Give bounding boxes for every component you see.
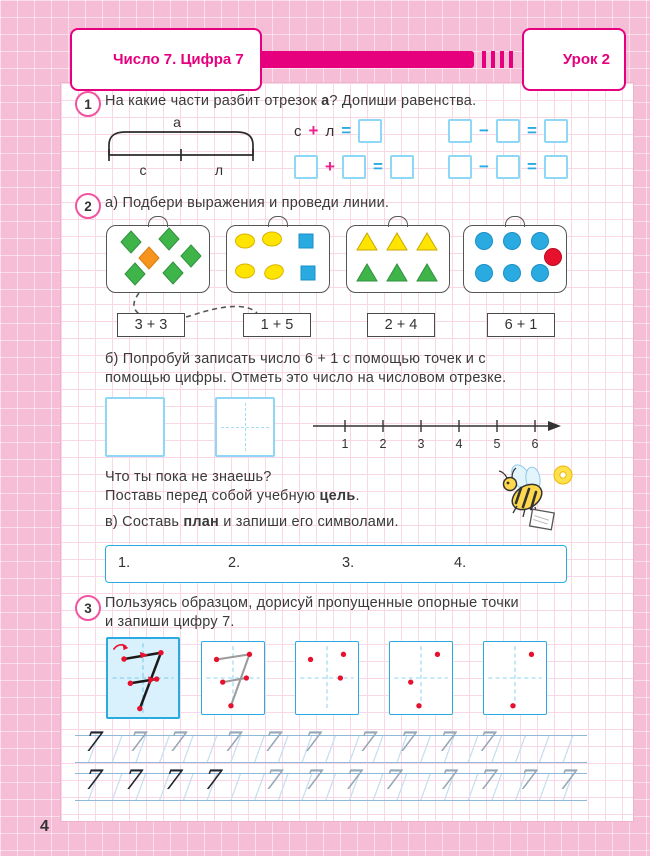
tick-label-2: 2 <box>379 437 387 451</box>
practice-row-2[interactable] <box>75 765 587 801</box>
equation-letter-a: с <box>294 122 302 140</box>
tick-label-5: 5 <box>493 437 501 451</box>
task1-prompt-tail: ? Допиши равенства. <box>329 93 477 109</box>
page-header <box>70 44 626 74</box>
answer-box[interactable] <box>544 155 568 179</box>
minus-sign: − <box>479 157 489 176</box>
task1-prompt-bold: а <box>321 93 330 109</box>
guide-hline <box>221 427 269 428</box>
reference-dot <box>435 652 440 657</box>
task1-number: 1 <box>84 96 92 112</box>
shape-bag-circles[interactable] <box>463 225 567 293</box>
reference-dot <box>214 657 219 662</box>
reference-dot <box>341 652 346 657</box>
digit-7-sample <box>108 639 178 717</box>
segment-part-right-label: л <box>214 162 224 178</box>
bee-eye <box>507 482 510 485</box>
task2-number-badge <box>75 193 101 219</box>
digit-practice-cell-3[interactable] <box>389 641 453 715</box>
practice-sample-dark: 7 7 7 7 <box>82 765 231 796</box>
q2-tail: . <box>355 488 360 504</box>
answer-box[interactable] <box>342 155 366 179</box>
bee-head <box>504 478 517 491</box>
equation-1 <box>291 119 385 143</box>
task1-number-badge <box>75 91 101 117</box>
practice-row-1[interactable] <box>75 727 587 763</box>
task3-number: 3 <box>84 600 92 616</box>
digit-practice-cell-1[interactable] <box>201 641 265 715</box>
reference-dot <box>529 652 534 657</box>
segment-whole-label: а <box>173 115 181 130</box>
reference-dot <box>244 675 249 680</box>
equals-sign: = <box>372 157 383 176</box>
digit-practice-cell-4[interactable] <box>483 641 547 715</box>
shape-bag-diamonds[interactable] <box>106 225 210 293</box>
v-tail: и запиши его символами. <box>218 514 399 530</box>
plus-sign: + <box>308 121 319 140</box>
reference-dot <box>220 679 225 684</box>
lesson-label-text: Урок 2 <box>562 50 610 68</box>
tick-label-6: 6 <box>531 437 539 451</box>
chapter-title-label: Число 7. Цифра 7 <box>113 50 244 68</box>
header-bar-decoration <box>250 51 474 68</box>
card-label: 2 + 4 <box>384 317 418 333</box>
task2a-prompt: а) Подбери выражения и проведи линии. <box>105 195 390 211</box>
practice-sample-light: 7 7 7 7 7 7 7 7 7 <box>126 727 505 758</box>
answer-box[interactable] <box>544 119 568 143</box>
reflection-question-1: Что ты пока не знаешь? <box>105 469 272 485</box>
plan-box[interactable] <box>105 545 567 583</box>
expression-card-3-plus-3[interactable] <box>117 313 185 337</box>
task2v-prompt <box>105 514 399 530</box>
triangles-icon <box>347 226 447 288</box>
equation-letter-b: л <box>325 122 335 140</box>
answer-box[interactable] <box>358 119 382 143</box>
answer-box[interactable] <box>390 155 414 179</box>
note-card-icon <box>530 509 555 530</box>
reference-dot <box>416 703 421 708</box>
answer-box[interactable] <box>496 155 520 179</box>
task2-number: 2 <box>84 198 92 214</box>
dots-answer-box[interactable] <box>105 397 165 457</box>
chapter-title <box>70 28 262 91</box>
v-text: в) Составь <box>105 514 184 530</box>
q2-text: Поставь перед собой учебную <box>105 488 320 504</box>
equation-2 <box>445 119 571 143</box>
ovals-squares-icon <box>227 226 327 288</box>
minus-sign: − <box>479 121 489 140</box>
reference-dot <box>228 703 233 708</box>
arrowhead-icon <box>548 421 561 431</box>
task3-prompt-line2: и запиши цифру 7. <box>105 614 235 630</box>
flower-icon <box>554 466 572 484</box>
worksheet-area <box>60 82 634 822</box>
equation-3 <box>291 155 417 179</box>
digit-answer-box[interactable] <box>215 397 275 457</box>
bee-illustration <box>487 459 579 537</box>
v-bold: план <box>183 514 219 530</box>
plan-item-1: 1. <box>118 555 131 571</box>
expression-card-6-plus-1[interactable] <box>487 313 555 337</box>
practice-sample-dark: 7 <box>82 727 112 758</box>
equation-4 <box>445 155 571 179</box>
q2-bold: цель <box>319 488 356 504</box>
answer-box[interactable] <box>448 119 472 143</box>
card-label: 1 + 5 <box>260 317 294 333</box>
number-line[interactable] <box>311 413 563 453</box>
equals-sign: = <box>341 121 352 140</box>
reference-dot <box>338 675 343 680</box>
task3-prompt-line1: Пользуясь образцом, дорисуй пропущенные опорные точки <box>105 595 519 611</box>
diamonds-icon <box>107 226 207 288</box>
answer-box[interactable] <box>294 155 318 179</box>
practice-sample-light: 7 7 7 7 7 7 7 7 <box>262 765 586 796</box>
reference-dot <box>247 652 252 657</box>
equals-sign: = <box>526 157 537 176</box>
header-stripes-decoration <box>482 51 516 68</box>
task2b-prompt-line2: помощью цифры. Отметь это число на числовом отрезке. <box>105 370 507 386</box>
plan-item-4: 4. <box>454 555 467 571</box>
answer-box[interactable] <box>448 155 472 179</box>
plan-item-2: 2. <box>228 555 241 571</box>
handwriting-practice-area <box>75 727 587 805</box>
page-number: 4 <box>40 818 49 835</box>
tick-label-4: 4 <box>455 437 463 451</box>
lesson-label <box>522 28 626 91</box>
task1-prompt <box>105 93 476 109</box>
shape-bag-ovals-squares[interactable] <box>226 225 330 293</box>
plan-item-3: 3. <box>342 555 355 571</box>
tick-label-1: 1 <box>341 437 349 451</box>
answer-box[interactable] <box>496 119 520 143</box>
digit-sample-cell <box>106 637 180 719</box>
card-label: 6 + 1 <box>504 317 538 333</box>
segment-figure <box>105 115 257 179</box>
reference-dot <box>510 703 515 708</box>
circles-icon <box>464 226 564 288</box>
tick-label-3: 3 <box>417 437 425 451</box>
plus-sign: + <box>325 157 335 176</box>
card-label: 3 + 3 <box>134 317 168 333</box>
expression-card-2-plus-4[interactable] <box>367 313 435 337</box>
expression-card-1-plus-5[interactable] <box>243 313 311 337</box>
reference-dot <box>408 679 413 684</box>
reference-dot <box>308 657 313 662</box>
shape-bag-triangles[interactable] <box>346 225 450 293</box>
task3-number-badge <box>75 595 101 621</box>
equals-sign: = <box>526 121 537 140</box>
digit-practice-cell-2[interactable] <box>295 641 359 715</box>
segment-part-left-label: с <box>139 162 147 178</box>
reflection-question-2 <box>105 488 360 504</box>
task2b-prompt-line1: б) Попробуй записать число 6 + 1 с помощью точек и с <box>105 351 486 367</box>
task1-prompt-text: На какие части разбит отрезок <box>105 93 322 109</box>
